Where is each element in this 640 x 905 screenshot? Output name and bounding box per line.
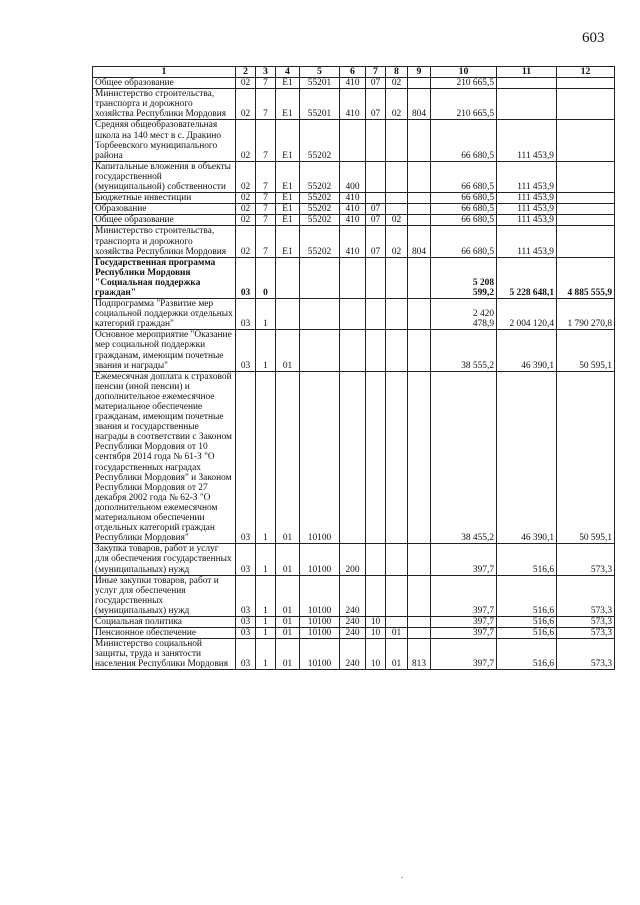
table-header-row	[93, 67, 615, 78]
column-header: 1	[93, 67, 236, 78]
expense-type-cell	[340, 120, 366, 161]
subsection-code-cell: 1	[256, 544, 276, 575]
program-code-cell: E1	[276, 161, 300, 192]
row-name-cell: Социальная политика	[93, 616, 236, 627]
amount-cell: 210 665,5	[431, 78, 497, 89]
section-cell: 10	[366, 628, 386, 639]
table-row	[93, 299, 615, 330]
amount-cell: 111 453,9	[497, 215, 557, 226]
amount-cell: 210 665,5	[431, 89, 497, 120]
amount-cell: 66 680,5	[431, 226, 497, 257]
section-cell	[366, 330, 386, 371]
footer-mark: ·	[400, 870, 404, 884]
program-code-cell: E1	[276, 78, 300, 89]
subsection-cell: 02	[386, 89, 408, 120]
expense-type-cell: 410	[340, 193, 366, 204]
section-cell: 07	[366, 89, 386, 120]
amount-cell	[557, 193, 615, 204]
section-cell	[366, 161, 386, 192]
ministry-cell	[408, 330, 431, 371]
program-code-cell: E1	[276, 120, 300, 161]
table-row	[93, 215, 615, 226]
ministry-cell	[408, 78, 431, 89]
target-code-cell: 55202	[300, 226, 340, 257]
subsection-code-cell: 1	[256, 616, 276, 627]
column-header: 3	[256, 67, 276, 78]
target-code-cell	[300, 299, 340, 330]
ministry-cell	[408, 215, 431, 226]
section-cell	[366, 299, 386, 330]
amount-cell: 66 680,5	[431, 193, 497, 204]
section-code-cell: 03	[236, 371, 256, 544]
table-row	[93, 628, 615, 639]
section-cell: 07	[366, 204, 386, 215]
target-code-cell: 10100	[300, 544, 340, 575]
expense-type-cell	[340, 330, 366, 371]
column-header: 12	[557, 67, 615, 78]
amount-cell: 111 453,9	[497, 161, 557, 192]
subsection-cell	[386, 120, 408, 161]
ministry-cell: 804	[408, 89, 431, 120]
target-code-cell: 10100	[300, 575, 340, 616]
section-code-cell: 03	[236, 616, 256, 627]
amount-cell: 516,6	[497, 628, 557, 639]
column-header: 2	[236, 67, 256, 78]
amount-cell: 397,7	[431, 639, 497, 670]
subsection-code-cell: 1	[256, 330, 276, 371]
ministry-cell	[408, 544, 431, 575]
subsection-code-cell: 1	[256, 639, 276, 670]
column-header: 10	[431, 67, 497, 78]
ministry-cell: 813	[408, 639, 431, 670]
expense-type-cell	[340, 371, 366, 544]
amount-cell: 66 680,5	[431, 161, 497, 192]
expense-type-cell: 410	[340, 204, 366, 215]
target-code-cell: 55202	[300, 120, 340, 161]
row-name-cell: Средняя общеобразовательная школа на 140 мест в с. Дракино Торбеевского муниципального района	[93, 120, 236, 161]
section-cell	[366, 120, 386, 161]
amount-cell	[557, 161, 615, 192]
column-header: 4	[276, 67, 300, 78]
ministry-cell	[408, 616, 431, 627]
amount-cell	[497, 78, 557, 89]
row-name-cell: Подпрограмма "Развитие мер социальной поддержки отдельных категорий граждан"	[93, 299, 236, 330]
page-number: 603	[582, 30, 605, 46]
amount-cell: 397,7	[431, 544, 497, 575]
expense-type-cell: 410	[340, 89, 366, 120]
section-code-cell: 03	[236, 544, 256, 575]
column-header: 8	[386, 67, 408, 78]
target-code-cell: 55201	[300, 78, 340, 89]
subsection-cell	[386, 193, 408, 204]
section-cell	[366, 257, 386, 298]
subsection-code-cell: 7	[256, 226, 276, 257]
subsection-code-cell: 7	[256, 78, 276, 89]
subsection-cell	[386, 330, 408, 371]
ministry-cell	[408, 161, 431, 192]
subsection-cell	[386, 161, 408, 192]
table-row	[93, 257, 615, 298]
amount-cell: 573,3	[557, 616, 615, 627]
column-header: 11	[497, 67, 557, 78]
column-header: 6	[340, 67, 366, 78]
section-code-cell: 02	[236, 78, 256, 89]
expense-type-cell: 240	[340, 616, 366, 627]
expense-type-cell: 240	[340, 639, 366, 670]
subsection-cell	[386, 299, 408, 330]
row-name-cell: Капитальные вложения в объекты государственной (муниципальной) собственности	[93, 161, 236, 192]
subsection-cell	[386, 371, 408, 544]
amount-cell: 46 390,1	[497, 371, 557, 544]
amount-cell: 397,7	[431, 628, 497, 639]
target-code-cell: 10100	[300, 639, 340, 670]
target-code-cell: 10100	[300, 628, 340, 639]
row-name-cell: Бюджетные инвестиции	[93, 193, 236, 204]
table-body	[93, 78, 615, 670]
expense-type-cell: 240	[340, 628, 366, 639]
section-code-cell: 02	[236, 120, 256, 161]
subsection-cell: 02	[386, 78, 408, 89]
amount-cell: 50 595,1	[557, 371, 615, 544]
subsection-cell: 01	[386, 628, 408, 639]
section-cell	[366, 575, 386, 616]
table-row	[93, 120, 615, 161]
expense-type-cell: 200	[340, 544, 366, 575]
amount-cell: 66 680,5	[431, 215, 497, 226]
row-name-cell: Образование	[93, 204, 236, 215]
amount-cell: 46 390,1	[497, 330, 557, 371]
amount-cell	[557, 226, 615, 257]
amount-cell	[557, 89, 615, 120]
table-row	[93, 78, 615, 89]
amount-cell: 38 555,2	[431, 330, 497, 371]
target-code-cell: 55202	[300, 215, 340, 226]
target-code-cell: 55202	[300, 193, 340, 204]
amount-cell: 516,6	[497, 639, 557, 670]
column-header: 5	[300, 67, 340, 78]
amount-cell: 516,6	[497, 616, 557, 627]
subsection-code-cell: 1	[256, 575, 276, 616]
section-cell	[366, 371, 386, 544]
subsection-cell	[386, 575, 408, 616]
row-name-cell: Государственная программа Республики Мордовия "Социальная поддержка граждан"	[93, 257, 236, 298]
amount-cell: 5 228 648,1	[497, 257, 557, 298]
row-name-cell: Иные закупки товаров, работ и услуг для обеспечения государственных (муниципальных) нужд	[93, 575, 236, 616]
amount-cell: 397,7	[431, 616, 497, 627]
subsection-code-cell: 7	[256, 89, 276, 120]
subsection-cell: 02	[386, 215, 408, 226]
table-row	[93, 330, 615, 371]
amount-cell: 573,3	[557, 575, 615, 616]
table-row	[93, 575, 615, 616]
section-code-cell: 02	[236, 204, 256, 215]
subsection-cell	[386, 204, 408, 215]
row-name-cell: Закупка товаров, работ и услуг для обеспечения государственных (муниципальных) нужд	[93, 544, 236, 575]
table-row	[93, 226, 615, 257]
table-row	[93, 639, 615, 670]
amount-cell: 66 680,5	[431, 204, 497, 215]
section-code-cell: 03	[236, 628, 256, 639]
table-row	[93, 193, 615, 204]
program-code-cell: E1	[276, 204, 300, 215]
program-code-cell: E1	[276, 215, 300, 226]
amount-cell: 573,3	[557, 628, 615, 639]
amount-cell	[557, 78, 615, 89]
program-code-cell: 01	[276, 616, 300, 627]
expense-type-cell: 240	[340, 575, 366, 616]
subsection-code-cell: 1	[256, 628, 276, 639]
program-code-cell: 01	[276, 639, 300, 670]
target-code-cell: 55201	[300, 89, 340, 120]
ministry-cell	[408, 120, 431, 161]
section-cell: 10	[366, 639, 386, 670]
amount-cell: 111 453,9	[497, 120, 557, 161]
amount-cell: 66 680,5	[431, 120, 497, 161]
table-row	[93, 616, 615, 627]
section-code-cell: 03	[236, 299, 256, 330]
target-code-cell	[300, 257, 340, 298]
ministry-cell	[408, 204, 431, 215]
subsection-cell	[386, 616, 408, 627]
section-cell: 10	[366, 616, 386, 627]
section-code-cell: 02	[236, 193, 256, 204]
program-code-cell	[276, 257, 300, 298]
section-cell: 07	[366, 215, 386, 226]
section-code-cell: 02	[236, 226, 256, 257]
expense-type-cell: 410	[340, 215, 366, 226]
target-code-cell: 55202	[300, 161, 340, 192]
ministry-cell	[408, 193, 431, 204]
program-code-cell: 01	[276, 330, 300, 371]
program-code-cell: E1	[276, 89, 300, 120]
subsection-code-cell: 7	[256, 204, 276, 215]
subsection-code-cell: 1	[256, 299, 276, 330]
section-code-cell: 03	[236, 639, 256, 670]
expense-type-cell: 410	[340, 78, 366, 89]
amount-cell: 516,6	[497, 544, 557, 575]
table-row	[93, 161, 615, 192]
table-row	[93, 371, 615, 544]
section-code-cell: 02	[236, 215, 256, 226]
table-row	[93, 544, 615, 575]
table-row	[93, 89, 615, 120]
program-code-cell: E1	[276, 193, 300, 204]
target-code-cell: 55202	[300, 204, 340, 215]
section-code-cell: 03	[236, 575, 256, 616]
amount-cell: 38 455,2	[431, 371, 497, 544]
budget-table	[92, 66, 615, 670]
subsection-code-cell: 1	[256, 371, 276, 544]
amount-cell: 1 790 270,8	[557, 299, 615, 330]
row-name-cell: Пенсионное обеспечение	[93, 628, 236, 639]
row-name-cell: Министерство строительства, транспорта и дорожного хозяйства Республики Мордовия	[93, 89, 236, 120]
ministry-cell	[408, 628, 431, 639]
ministry-cell: 804	[408, 226, 431, 257]
target-code-cell: 10100	[300, 371, 340, 544]
ministry-cell	[408, 371, 431, 544]
row-name-cell: Министерство строительства, транспорта и дорожного хозяйства Республики Мордовия	[93, 226, 236, 257]
amount-cell: 111 453,9	[497, 226, 557, 257]
section-cell: 07	[366, 78, 386, 89]
section-code-cell: 03	[236, 257, 256, 298]
subsection-code-cell: 7	[256, 120, 276, 161]
row-name-cell: Основное мероприятие "Оказание мер социальной поддержки гражданам, имеющим почетные звания и награды"	[93, 330, 236, 371]
ministry-cell	[408, 575, 431, 616]
amount-cell: 573,3	[557, 544, 615, 575]
section-cell: 07	[366, 226, 386, 257]
program-code-cell: 01	[276, 628, 300, 639]
section-code-cell: 02	[236, 89, 256, 120]
subsection-cell	[386, 257, 408, 298]
subsection-cell: 01	[386, 639, 408, 670]
amount-cell	[557, 204, 615, 215]
section-code-cell: 03	[236, 330, 256, 371]
row-name-cell: Общее образование	[93, 78, 236, 89]
program-code-cell: 01	[276, 371, 300, 544]
subsection-code-cell: 7	[256, 215, 276, 226]
amount-cell: 5 208 599,2	[431, 257, 497, 298]
amount-cell: 516,6	[497, 575, 557, 616]
program-code-cell: 01	[276, 575, 300, 616]
program-code-cell: E1	[276, 226, 300, 257]
target-code-cell: 10100	[300, 616, 340, 627]
ministry-cell	[408, 299, 431, 330]
amount-cell	[497, 89, 557, 120]
ministry-cell	[408, 257, 431, 298]
amount-cell: 4 885 555,9	[557, 257, 615, 298]
section-code-cell: 02	[236, 161, 256, 192]
amount-cell: 573,3	[557, 639, 615, 670]
expense-type-cell: 400	[340, 161, 366, 192]
subsection-code-cell: 0	[256, 257, 276, 298]
amount-cell: 2 004 120,4	[497, 299, 557, 330]
column-header: 9	[408, 67, 431, 78]
subsection-code-cell: 7	[256, 193, 276, 204]
amount-cell: 2 420 478,9	[431, 299, 497, 330]
section-cell	[366, 544, 386, 575]
table-row	[93, 204, 615, 215]
expense-type-cell	[340, 299, 366, 330]
amount-cell	[557, 120, 615, 161]
row-name-cell: Ежемесячная доплата к страховой пенсии (иной пенсии) и дополнительное ежемесячное материальное обеспечение гражданам, имеющим почетные звания и государственные награды в соответствии с Законом Республики Мордовия от 10 сентября 2014 года № 61-З "О государственных наградах Республики Мордовия" и Законом Республики Мордовия от 27 декабря 2002 года № 62-З "О дополнительном ежемесячном материальном обеспечении отдельных категорий граждан Республики Мордовия"	[93, 371, 236, 544]
amount-cell: 397,7	[431, 575, 497, 616]
program-code-cell	[276, 299, 300, 330]
amount-cell: 111 453,9	[497, 193, 557, 204]
amount-cell	[557, 215, 615, 226]
column-header: 7	[366, 67, 386, 78]
subsection-code-cell: 7	[256, 161, 276, 192]
subsection-cell: 02	[386, 226, 408, 257]
expense-type-cell	[340, 257, 366, 298]
expense-type-cell: 410	[340, 226, 366, 257]
amount-cell: 111 453,9	[497, 204, 557, 215]
section-cell	[366, 193, 386, 204]
subsection-cell	[386, 544, 408, 575]
target-code-cell	[300, 330, 340, 371]
row-name-cell: Министерство социальной защиты, труда и занятости населения Республики Мордовия	[93, 639, 236, 670]
row-name-cell: Общее образование	[93, 215, 236, 226]
amount-cell: 50 595,1	[557, 330, 615, 371]
program-code-cell: 01	[276, 544, 300, 575]
